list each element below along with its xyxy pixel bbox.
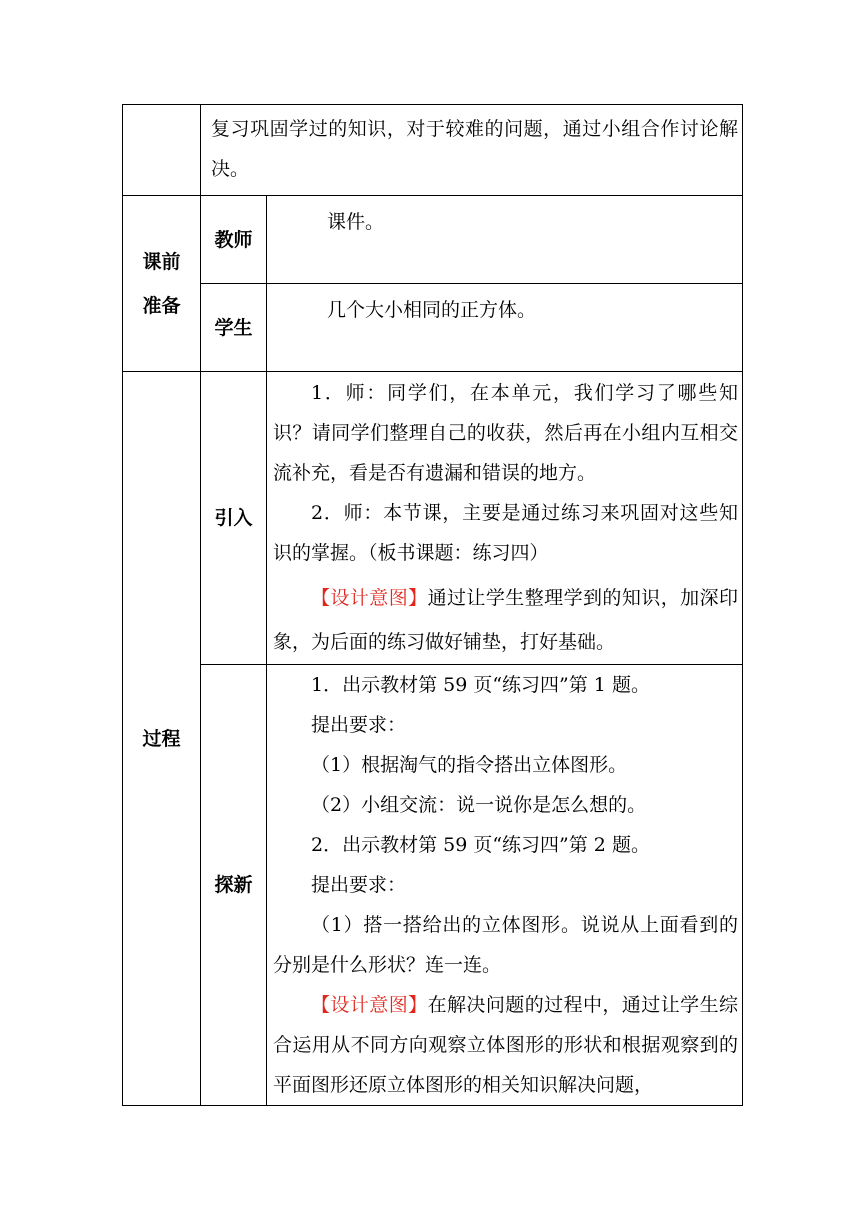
explore-cell [267,665,743,1106]
student-cell [267,284,743,372]
intro-label: 引入 [201,372,267,665]
teacher-text: 课件。 [327,211,385,233]
explore-p2: 提出要求： [311,714,407,736]
student-text: 几个大小相同的正方体。 [327,299,537,321]
teacher-label: 教师 [201,196,267,284]
explore-p4: （2）小组交流：说一说你是怎么想的。 [311,794,647,816]
explore-p6: 提出要求： [311,874,407,896]
explore-design [267,985,742,1105]
prep-student-row [123,284,743,372]
explore-design-text: 在解决问题的过程中，通过让学生综合运用从不同方向观察立体图形的形状和根据观察到的平面图形还原立体图形的相关知识解决问题， [273,994,739,1096]
explore-p5: 2．出示教材第 59 页“练习四”第 2 题。 [311,834,650,856]
lesson-plan-table [122,104,743,1106]
explore-row [123,665,743,1106]
explore-design-tag: 【设计意图】 [311,994,428,1016]
goal-cell [201,105,743,196]
intro-cell [267,372,743,665]
teacher-cell [267,196,743,284]
explore-label: 探新 [201,665,267,1106]
explore-p3: （1）根据淘气的指令搭出立体图形。 [311,754,628,776]
goal-row [123,105,743,196]
prep-teacher-row [123,196,743,284]
explore-p7: （1）搭一搭给出的立体图形。说说从上面看到的分别是什么形状？连一连。 [273,914,739,976]
prep-label-line1: 课前 [142,250,181,273]
intro-p2: 2．师：本节课，主要是通过练习来巩固对这些知识的掌握。（板书课题：练习四） [273,502,739,564]
prep-label-cell [123,196,201,372]
intro-p1: 1．师：同学们，在本单元，我们学习了哪些知识？请同学们整理自己的收获，然后再在小组内互相交流补充，看是否有遗漏和错误的地方。 [273,382,739,484]
goal-text: 复习巩固学过的知识，对于较难的问题，通过小组合作讨论解决。 [211,118,739,180]
explore-p1: 1．出示教材第 59 页“练习四”第 1 题。 [311,674,650,696]
goal-label-cell [123,105,201,196]
intro-row [123,372,743,665]
intro-design-tag: 【设计意图】 [311,587,428,609]
process-label: 过程 [123,372,201,1106]
intro-design [267,576,742,664]
student-label: 学生 [201,284,267,372]
prep-label-line2: 准备 [142,294,181,317]
intro-design-text: 通过让学生整理学到的知识，加深印象，为后面的练习做好铺垫，打好基础。 [273,587,738,653]
